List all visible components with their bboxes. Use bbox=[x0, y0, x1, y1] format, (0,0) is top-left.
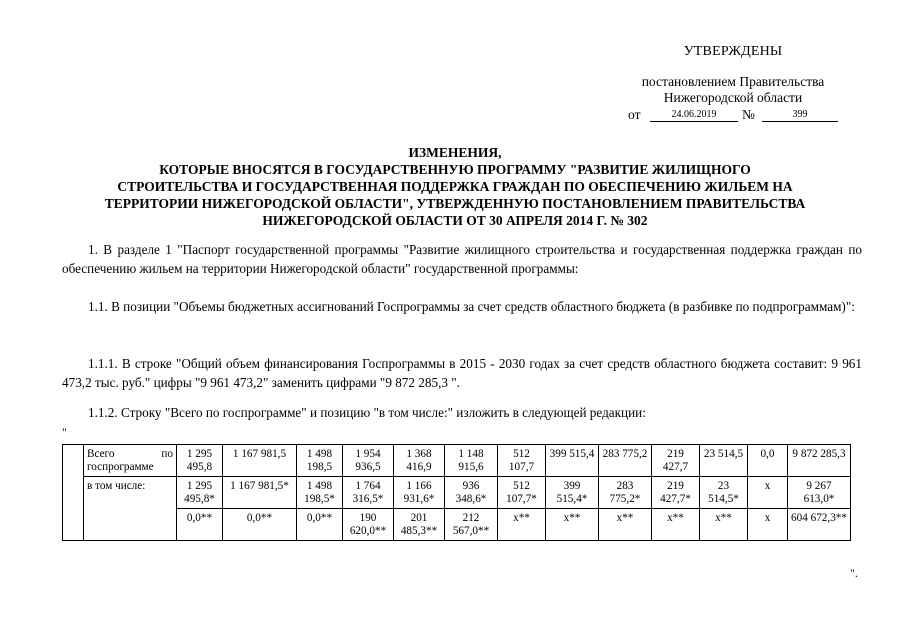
table-cell: x** bbox=[599, 509, 652, 541]
title-line-1: ИЗМЕНЕНИЯ, bbox=[408, 145, 502, 160]
paragraph-1 bbox=[62, 240, 862, 278]
row-label-total-b: по bbox=[161, 448, 173, 460]
date-underline bbox=[650, 121, 738, 122]
approval-heading: УТВЕРЖДЕНЫ bbox=[683, 44, 783, 59]
table-cell: 283 775,2 bbox=[599, 445, 652, 477]
table-cell: 0,0** bbox=[297, 509, 343, 541]
table-cell: 23 514,5* bbox=[700, 477, 748, 509]
paragraph-1-1-1 bbox=[62, 354, 862, 392]
table-cell: 399 515,4 bbox=[546, 445, 599, 477]
table-cell: 512 107,7* bbox=[498, 477, 546, 509]
table-row bbox=[63, 477, 851, 509]
table-cell: 1 498 198,5* bbox=[297, 477, 343, 509]
title-line-5: НИЖЕГОРОДСКОЙ ОБЛАСТИ ОТ 30 АПРЕЛЯ 2014 Г. № 302 bbox=[262, 213, 648, 228]
paragraph-1-1-2 bbox=[62, 403, 862, 422]
table-cell: 1 764 316,5* bbox=[343, 477, 394, 509]
title-line-2: КОТОРЫЕ ВНОСЯТСЯ В ГОСУДАРСТВЕННУЮ ПРОГРАММУ "РАЗВИТИЕ ЖИЛИЩНОГО bbox=[159, 162, 751, 177]
table-cell: 219 427,7* bbox=[652, 477, 700, 509]
table-cell: 936 348,6* bbox=[445, 477, 498, 509]
table-cell: x** bbox=[700, 509, 748, 541]
row-label-total bbox=[84, 445, 177, 477]
approval-block bbox=[628, 44, 838, 124]
table-cell: x bbox=[748, 509, 788, 541]
table-blank-cell bbox=[63, 445, 84, 541]
table-cell: 0,0** bbox=[223, 509, 297, 541]
approval-number: 399 bbox=[792, 109, 808, 120]
paragraph-1-1-1-text: 1.1.1. В строке "Общий объем финансирования Госпрограммы в 2015 - 2030 годах за счет средств областного бюджета составит: 9 961 473,2 тыс. руб." цифры "9 961 473,2" заменить цифрами "9 872 285,3 ". bbox=[62, 356, 862, 390]
row-label-total-c: госпрограмме bbox=[87, 461, 154, 473]
table-cell: 1 295 495,8* bbox=[177, 477, 223, 509]
table-cell: 512 107,7 bbox=[498, 445, 546, 477]
closing-quote: ". bbox=[850, 566, 858, 580]
paragraph-1-text: 1. В разделе 1 "Паспорт государственной программы "Развитие жилищного строительства и государственная поддержка граждан по обеспечению жильем на территории Нижегородской области" государственной программы: bbox=[62, 242, 862, 276]
row-label-including: в том числе: bbox=[84, 477, 177, 541]
table-cell: 1 167 981,5 bbox=[223, 445, 297, 477]
table-cell: x** bbox=[546, 509, 599, 541]
approval-line-2: Нижегородской области bbox=[663, 90, 803, 105]
table-cell: 1 954 936,5 bbox=[343, 445, 394, 477]
table-cell: 190 620,0** bbox=[343, 509, 394, 541]
title-line-4: ТЕРРИТОРИИ НИЖЕГОРОДСКОЙ ОБЛАСТИ", УТВЕРЖДЕННУЮ ПОСТАНОВЛЕНИЕМ ПРАВИТЕЛЬСТВА bbox=[104, 196, 806, 211]
document-title bbox=[40, 144, 870, 229]
table-cell: 1 368 416,9 bbox=[394, 445, 445, 477]
table-row bbox=[63, 445, 851, 477]
number-label: № bbox=[742, 107, 755, 122]
approval-line-1: постановлением Правительства bbox=[641, 74, 825, 89]
table-row bbox=[63, 509, 851, 541]
table-cell: 1 166 931,6* bbox=[394, 477, 445, 509]
number-underline bbox=[762, 121, 838, 122]
table-cell: 1 295 495,8 bbox=[177, 445, 223, 477]
table-cell: x** bbox=[652, 509, 700, 541]
title-line-3: СТРОИТЕЛЬСТВА И ГОСУДАРСТВЕННАЯ ПОДДЕРЖКА ГРАЖДАН ПО ОБЕСПЕЧЕНИЮ ЖИЛЬЕМ НА bbox=[117, 179, 793, 194]
table-cell: 283 775,2* bbox=[599, 477, 652, 509]
table-cell: 604 672,3** bbox=[788, 509, 851, 541]
table-cell: 212 567,0** bbox=[445, 509, 498, 541]
table-cell: 399 515,4* bbox=[546, 477, 599, 509]
table-cell: x** bbox=[498, 509, 546, 541]
table-cell: 201 485,3** bbox=[394, 509, 445, 541]
table-cell: 0,0** bbox=[177, 509, 223, 541]
budget-table bbox=[62, 444, 851, 541]
table-cell: 219 427,7 bbox=[652, 445, 700, 477]
row-label-total-a: Всего bbox=[87, 448, 115, 460]
table-cell: 9 872 285,3 bbox=[788, 445, 851, 477]
table-cell: 1 148 915,6 bbox=[445, 445, 498, 477]
table-cell: 0,0 bbox=[748, 445, 788, 477]
table-cell: 23 514,5 bbox=[700, 445, 748, 477]
approval-date-row bbox=[628, 106, 838, 124]
table-cell: 1 498 198,5 bbox=[297, 445, 343, 477]
table-cell: 9 267 613,0* bbox=[788, 477, 851, 509]
from-label: от bbox=[628, 107, 641, 122]
table-cell: x bbox=[748, 477, 788, 509]
opening-quote: " bbox=[62, 425, 67, 439]
paragraph-1-1 bbox=[62, 297, 862, 316]
paragraph-1-1-text: 1.1. В позиции "Объемы бюджетных ассигнований Госпрограммы за счет средств областного бюджета (в разбивке по подпрограммам)": bbox=[88, 299, 855, 314]
approval-date: 24.06.2019 bbox=[671, 109, 717, 120]
table-cell: 1 167 981,5* bbox=[223, 477, 297, 509]
paragraph-1-1-2-text: 1.1.2. Строку "Всего по госпрограмме" и позицию "в том числе:" изложить в следующей редакции: bbox=[88, 405, 646, 420]
